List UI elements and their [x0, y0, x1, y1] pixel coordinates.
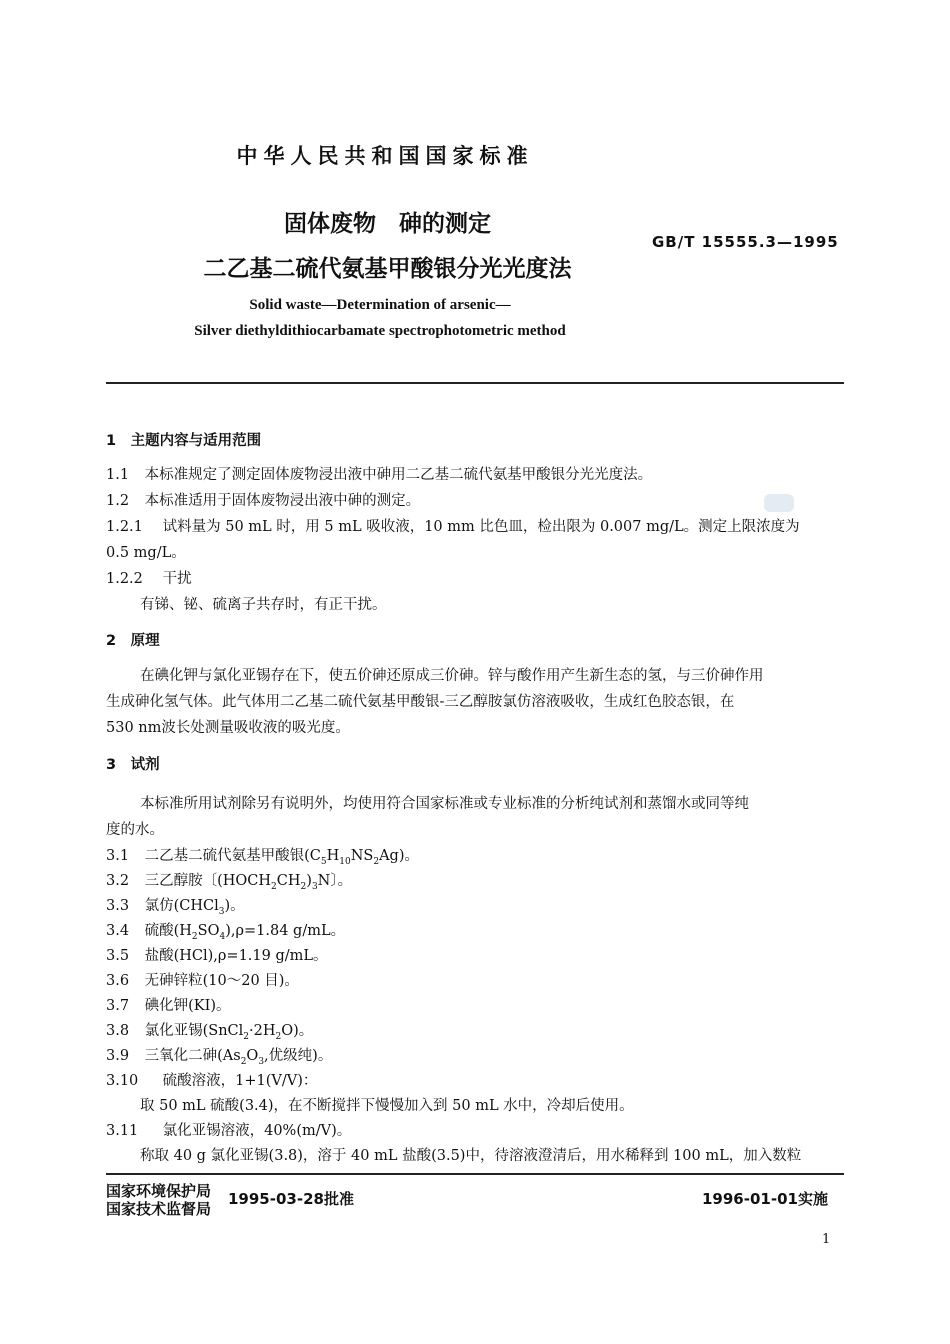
reagent-3-10: [106, 1069, 317, 1090]
reagents-paragraph-line2: 度的水。: [106, 822, 164, 838]
document-title-line2: 二乙基二硫代氨基甲酸银分光光度法: [203, 256, 572, 282]
reagent-3-5: [106, 944, 328, 965]
clause-text: 无砷锌粒(10～20 目)。: [144, 973, 299, 989]
reagent-3-6: [106, 969, 299, 990]
section-2-heading: 2 原理: [106, 633, 160, 649]
clause-text: 碘化钾(KI)。: [144, 998, 231, 1014]
reagent-3-1: [106, 844, 419, 867]
clause-text: 硫酸$(H_2SO_4),\rho=1.84$ g/mL。: [144, 923, 346, 942]
clause-1-1: [106, 463, 652, 484]
clause-number: 3.11: [106, 1123, 139, 1139]
english-title-line1: Solid waste—Determination of arsenic—: [249, 297, 511, 313]
reagent-3-7: [106, 994, 230, 1015]
clause-number: 3.2: [106, 873, 130, 889]
clause-text: 试料量为 50 mL 时，用 5 mL 吸收液，10 mm 比色皿，检出限为 0.007 mg/L。测定上限浓度为: [162, 519, 800, 535]
reagent-3-11-body: 称取 40 g 氯化亚锡(3.8)，溶于 40 mL 盐酸(3.5)中，待溶液澄清后，用水稀释到 100 mL，加入数粒: [140, 1148, 802, 1164]
section-3-heading: 3 试剂: [106, 757, 160, 773]
implementation-date: 1996-01-01实施: [702, 1190, 828, 1208]
clause-text: 干扰: [162, 571, 192, 587]
issuing-agency-2: 国家技术监督局: [106, 1200, 212, 1218]
clause-number: 3.4: [106, 923, 130, 939]
reagent-3-10-body: 取 50 mL 硫酸(3.4)，在不断搅拌下慢慢加入到 50 mL 水中，冷却后使用。: [140, 1098, 634, 1114]
clause-number: 3.7: [106, 998, 130, 1014]
clause-number: 3.10: [106, 1073, 139, 1089]
watermark-logo: [764, 494, 794, 512]
document-title-line1: 固体废物 砷的测定: [284, 211, 491, 237]
reagent-3-2: [106, 869, 352, 892]
clause-number: 1.2: [106, 493, 130, 509]
clause-number: 3.5: [106, 948, 130, 964]
clause-text: 氯仿(CHCl$_3$)。: [144, 898, 245, 917]
header-rule: [106, 382, 844, 384]
reagent-3-9: [106, 1044, 332, 1067]
reagent-3-4: [106, 919, 345, 942]
clause-number: 1.1: [106, 467, 130, 483]
clause-1-2-2: [106, 567, 192, 588]
clause-text: 盐酸(HCl),ρ=1.19 g/mL。: [144, 948, 328, 964]
clause-text: 二乙基二硫代氨基甲酸银$(C_5H_{10}NS_2Ag)$。: [144, 848, 419, 867]
clause-text: 硫酸溶液，1+1(V/V)：: [162, 1073, 318, 1089]
reagent-3-3: [106, 894, 245, 917]
clause-text: 本标准规定了测定固体废物浸出液中砷用二乙基二硫代氨基甲酸银分光光度法。: [144, 467, 653, 483]
english-title-line2: Silver diethyldithiocarbamate spectrophotometric method: [194, 323, 566, 339]
page-number: 1: [822, 1232, 831, 1247]
clause-text: 三氧化二砷($As_2O_3$,优级纯)。: [144, 1048, 333, 1067]
clause-number: 3.1: [106, 848, 130, 864]
standard-code: GB/T 15555.3—1995: [652, 233, 839, 251]
clause-number: 3.9: [106, 1048, 130, 1064]
clause-text: 氯化亚锡$(SnCl_2\cdot 2H_2O)$。: [144, 1023, 314, 1042]
national-standard-heading: 中华人民共和国国家标准: [236, 144, 534, 168]
principle-paragraph-line3: 530 nm波长处测量吸收液的吸光度。: [106, 720, 350, 736]
clause-number: 3.3: [106, 898, 130, 914]
clause-1-2-2-body: 有锑、铋、硫离子共存时，有正干扰。: [140, 597, 387, 613]
reagents-paragraph-line1: 本标准所用试剂除另有说明外，均使用符合国家标准或专业标准的分析纯试剂和蒸馏水或同等纯: [140, 796, 749, 812]
clause-1-2: [106, 489, 420, 510]
reagent-3-8: [106, 1019, 313, 1042]
clause-text: 本标准适用于固体废物浸出液中砷的测定。: [144, 493, 421, 509]
clause-1-2-1-continued: 0.5 mg/L。: [106, 545, 186, 561]
issuing-agency-1: 国家环境保护局: [106, 1182, 212, 1200]
clause-1-2-1: [106, 515, 800, 536]
clause-number: 1.2.1: [106, 519, 143, 535]
section-1-heading: 1 主题内容与适用范围: [106, 433, 262, 449]
clause-number: 1.2.2: [106, 571, 143, 587]
clause-text: 三乙醇胺〔$(HOCH_2CH_2)_3N$〕。: [144, 873, 353, 892]
clause-number: 3.8: [106, 1023, 130, 1039]
clause-number: 3.6: [106, 973, 130, 989]
approval-date: 1995-03-28批准: [228, 1190, 354, 1208]
clause-text: 氯化亚锡溶液，40%(m/V)。: [162, 1123, 352, 1139]
footer-rule: [106, 1173, 844, 1175]
reagent-3-11: [106, 1119, 351, 1140]
principle-paragraph-line1: 在碘化钾与氯化亚锡存在下，使五价砷还原成三价砷。锌与酸作用产生新生态的氢，与三价砷作用: [140, 668, 764, 684]
principle-paragraph-line2: 生成砷化氢气体。此气体用二乙基二硫代氨基甲酸银-三乙醇胺氯仿溶液吸收，生成红色胶态银，在: [106, 694, 735, 710]
